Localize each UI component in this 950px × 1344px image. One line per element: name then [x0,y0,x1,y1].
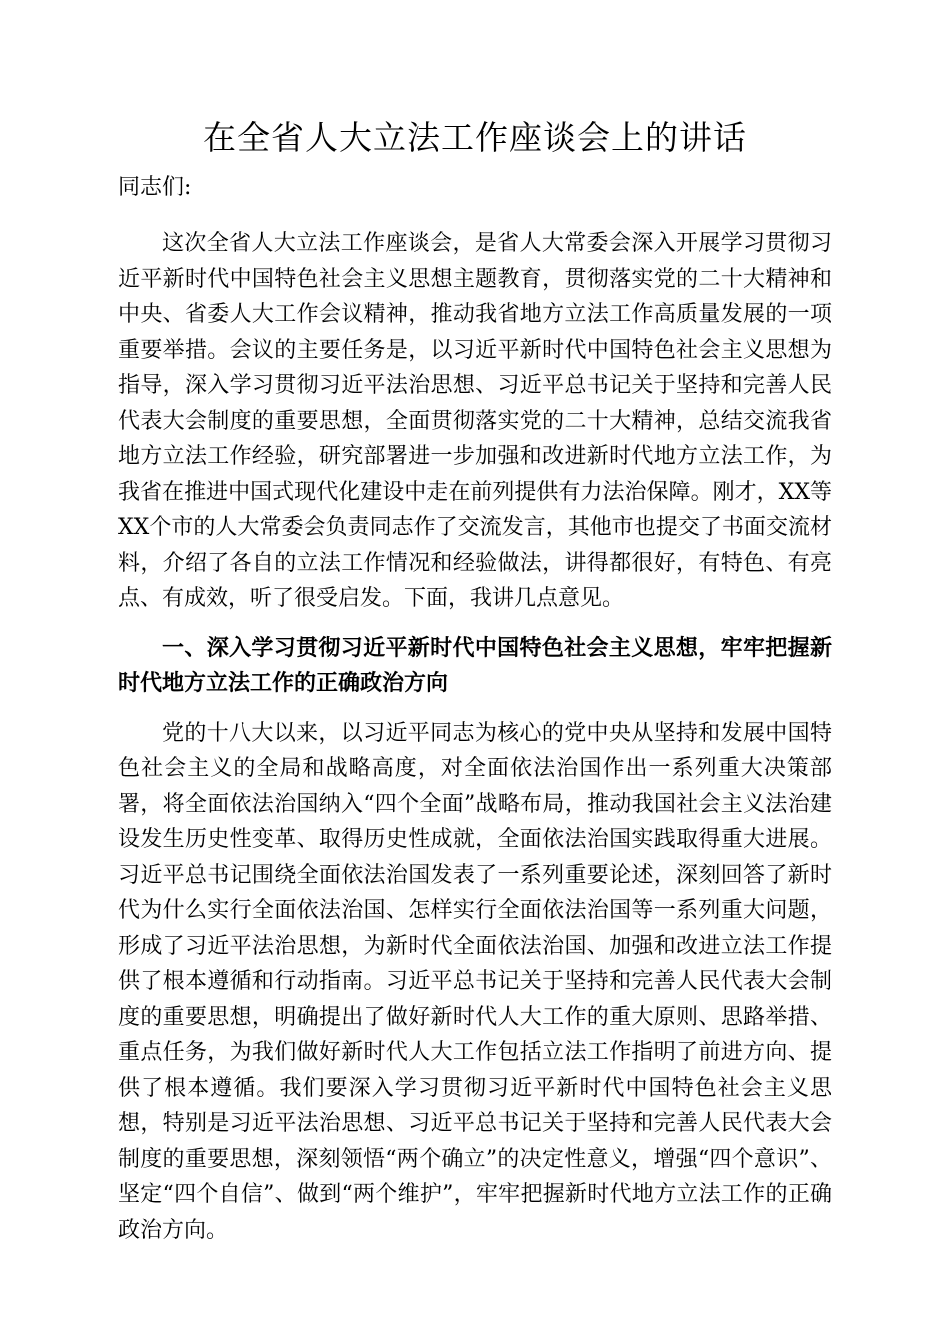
body-paragraph-1: 这次全省人大立法工作座谈会，是省人大常委会深入开展学习贯彻习近平新时代中国特色社会主义思想主题教育，贯彻落实党的二十大精神和中央、省委人大工作会议精神，推动我省地方立法工作高质量发展的一项重要举措。会议的主要任务是，以习近平新时代中国特色社会主义思想为指导，深入学习贯彻习近平法治思想、习近平总书记关于坚持和完善人民代表大会制度的重要思想，全面贯彻落实党的二十大精神，总结交流我省地方立法工作经验，研究部署进一步加强和改进新时代地方立法工作，为我省在推进中国式现代化建设中走在前列提供有力法治保障。刚才，XX等XX个市的人大常委会负责同志作了交流发言，其他市也提交了书面交流材料，介绍了各自的立法工作情况和经验做法，讲得都很好，有特色、有亮点、有成效，听了很受启发。下面，我讲几点意见。 [118,231,832,611]
document-title: 在全省人大立法工作座谈会上的讲话 [203,118,747,157]
salutation: 同志们: [118,175,192,200]
section-heading-1: 一、深入学习贯彻习近平新时代中国特色社会主义思想，牢牢把握新时代地方立法工作的正确政治方向 [118,634,832,696]
body-paragraph-2: 党的十八大以来，以习近平同志为核心的党中央从坚持和发展中国特色社会主义的全局和战略高度，对全面依法治国作出一系列重大决策部署，将全面依法治国纳入“四个全面”战略布局，推动我国社会主义法治建设发生历史性变革、取得历史性成就，全面依法治国实践取得重大进展。习近平总书记围绕全面依法治国发表了一系列重要论述，深刻回答了新时代为什么实行全面依法治国、怎样实行全面依法治国等一系列重大问题，形成了习近平法治思想，为新时代全面依法治国、加强和改进立法工作提供了根本遵循和行动指南。习近平总书记关于坚持和完善人民代表大会制度的重要思想，明确提出了做好新时代人大工作的重大原则、思路举措、重点任务，为我们做好新时代人大工作包括立法工作指明了前进方向、提供了根本遵循。我们要深入学习贯彻习近平新时代中国特色社会主义思想，特别是习近平法治思想、习近平总书记关于坚持和完善人民代表大会制度的重要思想，深刻领悟“两个确立”的决定性意义，增强“四个意识”、坚定“四个自信”、做到“两个维护”，牢牢把握新时代地方立法工作的正确政治方向。 [118,720,832,1243]
